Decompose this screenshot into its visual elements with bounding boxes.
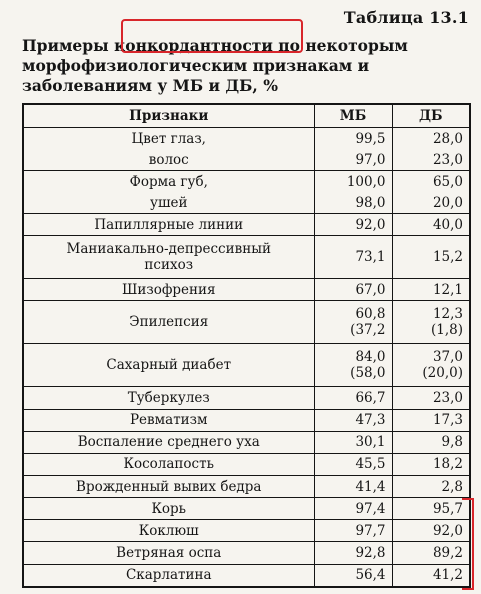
- mb-value: 99,5: [314, 128, 392, 150]
- table-row: [23, 344, 470, 387]
- caption-line-2: морфофизиологическим признакам и: [22, 56, 370, 75]
- concordance-table: [22, 103, 471, 588]
- highlight-bracket: [462, 498, 474, 590]
- mb-value: [314, 301, 392, 344]
- trait-name-line-2: психоз: [144, 257, 194, 274]
- mb-value-line-2: (58,0: [350, 365, 386, 382]
- trait-name: Скарлатина: [23, 564, 314, 587]
- mb-value: 97,7: [314, 520, 392, 542]
- trait-name-line-1: Маниакально-депрессивный: [66, 241, 271, 258]
- table-row: [23, 542, 470, 564]
- trait-name: волос: [23, 149, 314, 171]
- table-row: [23, 409, 470, 431]
- table-row: [23, 171, 470, 193]
- trait-name: Шизофрения: [23, 279, 314, 301]
- trait-name: Ветряная оспа: [23, 542, 314, 564]
- mb-value: 45,5: [314, 453, 392, 475]
- mb-value-line-1: 84,0: [355, 349, 386, 366]
- db-value: [392, 344, 470, 387]
- table-row: [23, 475, 470, 497]
- trait-name: Туберкулез: [23, 387, 314, 409]
- table-row: [23, 128, 470, 150]
- table-row: [23, 236, 470, 279]
- db-value: 15,2: [392, 236, 470, 279]
- table-row: [23, 431, 470, 453]
- db-value: 41,2: [392, 564, 470, 587]
- table-number: Таблица 13.1: [343, 8, 469, 27]
- trait-name: Сахарный диабет: [23, 344, 314, 387]
- trait-name: Ревматизм: [23, 409, 314, 431]
- mb-value: 98,0: [314, 192, 392, 214]
- caption-line-3: заболеваниям у МБ и ДБ, %: [22, 76, 278, 95]
- table-row: [23, 279, 470, 301]
- trait-name: Врожденный вывих бедра: [23, 475, 314, 497]
- db-value: 23,0: [392, 387, 470, 409]
- header-mb: МБ: [314, 104, 392, 128]
- trait-name: [23, 236, 314, 279]
- db-value-line-2: (1,8): [430, 322, 463, 339]
- mb-value: 41,4: [314, 475, 392, 497]
- db-value: 95,7: [392, 498, 470, 520]
- header-db: ДБ: [392, 104, 470, 128]
- db-value: 20,0: [392, 192, 470, 214]
- trait-name: Форма губ,: [23, 171, 314, 193]
- db-value: 9,8: [392, 431, 470, 453]
- table-row: [23, 453, 470, 475]
- mb-value: 47,3: [314, 409, 392, 431]
- mb-value: 100,0: [314, 171, 392, 193]
- db-value: 65,0: [392, 171, 470, 193]
- table-row: [23, 192, 470, 214]
- trait-name: ушей: [23, 192, 314, 214]
- trait-name: Цвет глаз,: [23, 128, 314, 150]
- db-value: 23,0: [392, 149, 470, 171]
- trait-name: Корь: [23, 498, 314, 520]
- db-value: 2,8: [392, 475, 470, 497]
- mb-value: 97,4: [314, 498, 392, 520]
- db-value: 28,0: [392, 128, 470, 150]
- db-value: 40,0: [392, 214, 470, 236]
- mb-value: 56,4: [314, 564, 392, 587]
- table-row: [23, 564, 470, 587]
- db-value-line-1: 37,0: [432, 349, 463, 366]
- table-row: [23, 498, 470, 520]
- mb-value: 73,1: [314, 236, 392, 279]
- table-row: [23, 149, 470, 171]
- trait-name: Папиллярные линии: [23, 214, 314, 236]
- mb-value: 67,0: [314, 279, 392, 301]
- mb-value: 92,0: [314, 214, 392, 236]
- mb-value: 66,7: [314, 387, 392, 409]
- mb-value-line-2: (37,2: [350, 322, 386, 339]
- db-value: [392, 301, 470, 344]
- table-row: [23, 387, 470, 409]
- table-row: [23, 214, 470, 236]
- trait-name: Косолапость: [23, 453, 314, 475]
- trait-name: Воспаление среднего уха: [23, 431, 314, 453]
- db-value-line-2: (20,0): [422, 365, 463, 382]
- trait-name: Коклюш: [23, 520, 314, 542]
- db-value-line-1: 12,3: [432, 306, 463, 323]
- caption-line-1: Примеры конкордантности по некоторым: [22, 36, 408, 55]
- db-value: 17,3: [392, 409, 470, 431]
- mb-value-line-1: 60,8: [355, 306, 386, 323]
- db-value: 92,0: [392, 520, 470, 542]
- mb-value: 30,1: [314, 431, 392, 453]
- db-value: 18,2: [392, 453, 470, 475]
- trait-name: Эпилепсия: [23, 301, 314, 344]
- table-row: [23, 301, 470, 344]
- mb-value: 97,0: [314, 149, 392, 171]
- table-header-row: [23, 104, 470, 128]
- header-traits: Признаки: [23, 104, 314, 128]
- table-row: [23, 520, 470, 542]
- highlight-box: [121, 19, 303, 53]
- mb-value: 92,8: [314, 542, 392, 564]
- db-value: 89,2: [392, 542, 470, 564]
- mb-value: [314, 344, 392, 387]
- db-value: 12,1: [392, 279, 470, 301]
